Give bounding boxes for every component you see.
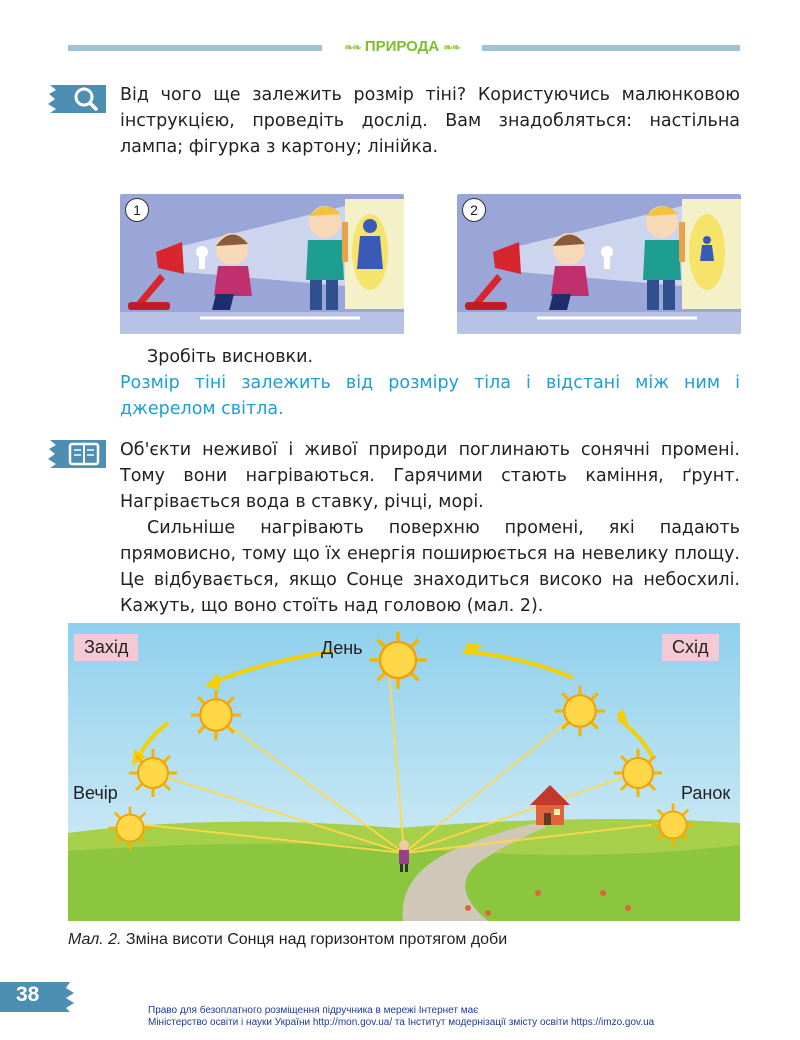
magnifier-icon — [46, 82, 106, 116]
panel-number: 2 — [462, 198, 486, 222]
license-line-1: Право для безоплатного розміщення підручника в мережі Інтернет має — [148, 1005, 479, 1016]
section-title: ПРИРОДА — [364, 38, 440, 55]
sun-path-illustration — [68, 623, 740, 921]
panel-number: 1 — [125, 198, 149, 222]
section-header — [322, 36, 482, 58]
label-morning: Ранок — [681, 783, 731, 803]
experiment-panel-2 — [457, 194, 741, 334]
caption-number: Мал. 2. — [68, 931, 122, 948]
figure-caption — [68, 931, 507, 949]
leaf-ornament-icon: ❧❧ — [443, 42, 460, 54]
leaf-ornament-icon: ❧❧ — [344, 42, 361, 54]
caption-text: Зміна висоти Сонця над горизонтом протягом доби — [121, 931, 508, 948]
conclusion-prompt: Зробіть висновки. — [147, 347, 314, 367]
label-evening: Вечір — [73, 783, 118, 803]
label-west: Захід — [74, 634, 138, 661]
license-notice — [148, 1005, 728, 1029]
label-day: День — [321, 638, 363, 658]
reading-paragraph-1: Об'єкти неживої і живої природи поглинають сонячні промені. Тому вони нагріваються. Гарячими стають каміння, ґрунт. Нагрівається вода в ставку, річці, морі. — [120, 440, 740, 512]
experiment-panel-1 — [120, 194, 404, 334]
reading-paragraph-2: Сильніше нагрівають поверхню промені, які падають прямовисно, тому що їх енергія поширюється на невелику площу. Це відбувається, якщо Сонце знаходиться високо на небосхилі. Кажуть, що воно стоїть над головою (мал. 2). — [120, 518, 740, 616]
license-line-2: Міністерство освіти і науки України http://mon.gov.ua/ та Інститут модернізації змісту освіти https://imzo.gov.ua — [148, 1017, 655, 1028]
investigation-text: Від чого ще залежить розмір тіні? Користуючись малюнковою інструкцією, проведіть дослід. Вам знадобляться: настільна лампа; фігурка з картону; лінійка. — [120, 85, 740, 157]
page-number: 38 — [16, 983, 40, 1006]
conclusion-answer: Розмір тіні залежить від розміру тіла і відстані між ним і джерелом світла. — [120, 373, 740, 419]
label-east: Схід — [662, 634, 719, 661]
book-icon — [46, 437, 106, 471]
